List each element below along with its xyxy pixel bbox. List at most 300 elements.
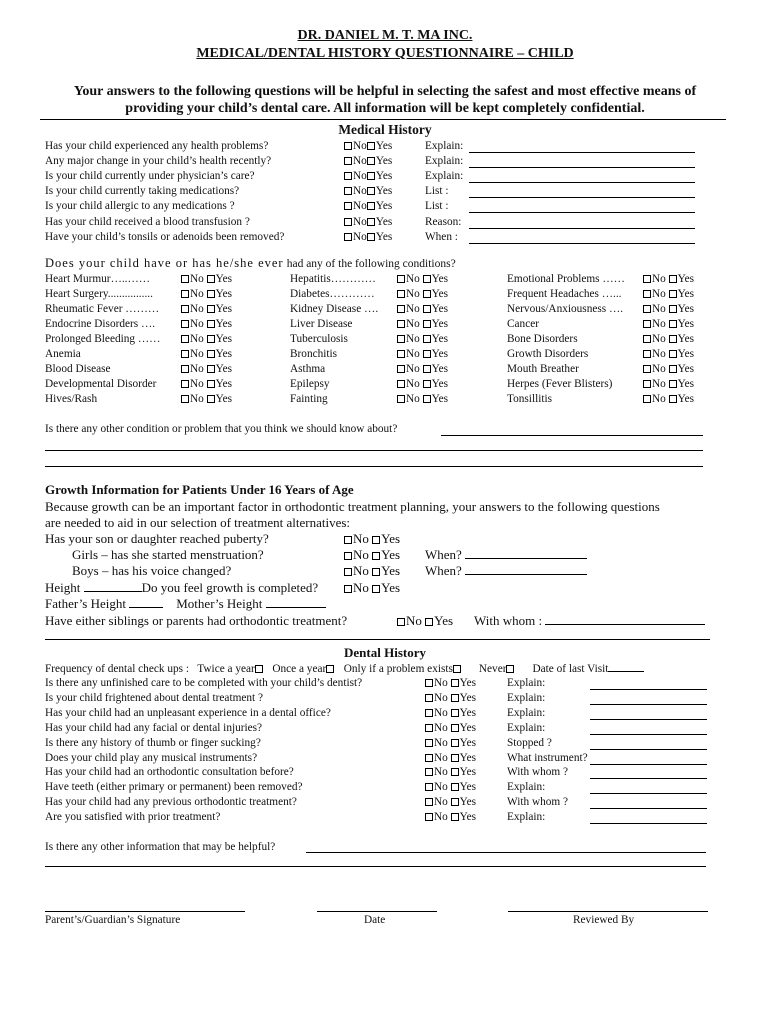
other-condition-line-2[interactable]: [45, 450, 703, 451]
medical-follow-label: Explain:: [425, 140, 464, 152]
growth-no-yes: [344, 563, 400, 579]
condition-no-yes: [181, 303, 232, 315]
growth-yes-checkbox[interactable]: [372, 552, 380, 560]
condition-no-label: No: [406, 318, 420, 330]
growth-yes-label: Yes: [381, 547, 401, 562]
dental-no-checkbox[interactable]: [425, 783, 433, 791]
siblings-extra-line[interactable]: [45, 639, 710, 640]
dental-question: Has your child had an orthodontic consultation before?: [45, 766, 294, 779]
growth-yes-label: Yes: [381, 531, 401, 546]
dental-follow-field[interactable]: [590, 793, 707, 794]
medical-follow-label: List :: [425, 185, 449, 198]
condition-yes-label: Yes: [431, 363, 449, 375]
boys-question: Boys – has his voice changed?: [72, 563, 232, 578]
growth-yes-label: Yes: [381, 563, 401, 578]
condition-no-yes: [181, 288, 232, 300]
dental-yes-checkbox[interactable]: [451, 768, 459, 776]
condition-no-checkbox[interactable]: [643, 305, 651, 313]
condition-yes-checkbox[interactable]: [423, 275, 431, 283]
condition-label: Hepatitis…………: [290, 273, 376, 285]
medical-yes-checkbox[interactable]: [367, 233, 375, 241]
condition-yes-label: Yes: [431, 348, 449, 360]
dental-no-label: No: [434, 691, 448, 704]
growth-no-yes: [344, 580, 400, 596]
condition-no-label: No: [190, 348, 204, 360]
dental-yes-label: Yes: [459, 721, 477, 734]
dental-no-yes: [425, 766, 476, 778]
condition-yes-checkbox[interactable]: [423, 365, 431, 373]
condition-label: Herpes (Fever Blisters): [507, 378, 613, 390]
dental-no-label: No: [434, 766, 448, 779]
condition-label: Asthma: [290, 363, 326, 375]
freq-problem-checkbox[interactable]: [453, 665, 461, 673]
medical-yes-label: Yes: [375, 200, 393, 213]
girls-when-field[interactable]: [465, 548, 587, 559]
condition-label: Fainting: [290, 393, 328, 405]
condition-yes-checkbox[interactable]: [207, 305, 215, 313]
condition-yes-checkbox[interactable]: [423, 335, 431, 343]
dental-yes-checkbox[interactable]: [451, 724, 459, 732]
conditions-prompt: Does your child have or has he/she ever had any of the following conditions?: [45, 256, 456, 270]
condition-yes-checkbox[interactable]: [207, 395, 215, 403]
growth-no-label: No: [353, 531, 369, 546]
condition-yes-checkbox[interactable]: [207, 275, 215, 283]
condition-label: Prolonged Bleeding ……: [45, 333, 161, 345]
condition-no-yes: [643, 393, 694, 405]
dental-follow: [507, 707, 545, 719]
condition-yes-checkbox[interactable]: [669, 335, 677, 343]
other-condition-field[interactable]: [441, 435, 703, 436]
medical-no-checkbox[interactable]: [344, 187, 352, 195]
condition-no-label: No: [406, 273, 420, 285]
medical-yes-checkbox[interactable]: [367, 172, 375, 180]
medical-yes-checkbox[interactable]: [367, 202, 375, 210]
medical-no-label: No: [353, 215, 367, 228]
dental-question: Has your child had an unpleasant experience in a dental office?: [45, 706, 331, 719]
dental-history-heading: Dental History: [344, 645, 426, 660]
growth-no-label: No: [406, 613, 422, 628]
condition-no-checkbox[interactable]: [397, 305, 405, 313]
condition-label: Bronchitis: [290, 348, 338, 360]
condition-no-checkbox[interactable]: [643, 290, 651, 298]
dental-no-label: No: [434, 796, 448, 809]
medical-no-label: No: [353, 200, 367, 213]
condition-no-checkbox[interactable]: [643, 380, 651, 388]
dental-follow-label: Stopped ?: [507, 736, 552, 749]
condition-no-yes: [181, 393, 232, 405]
condition-no-yes: [181, 378, 232, 390]
medical-question: Is your child currently under physician’s care?: [45, 170, 255, 183]
condition-no-checkbox[interactable]: [397, 365, 405, 373]
condition-no-yes: [643, 333, 694, 345]
medical-yes-checkbox[interactable]: [367, 157, 375, 165]
other-condition-line-3[interactable]: [45, 466, 703, 467]
dental-follow-label: With whom ?: [507, 766, 569, 779]
dental-yes-checkbox[interactable]: [451, 679, 459, 687]
dental-yes-checkbox[interactable]: [451, 783, 459, 791]
condition-yes-label: Yes: [215, 288, 233, 300]
growth-intro-2: are needed to aid in our selection of treatment alternatives:: [45, 515, 351, 530]
condition-no-checkbox[interactable]: [643, 275, 651, 283]
condition-label: Diabetes…………: [290, 288, 375, 300]
siblings-with-whom: With whom :: [474, 613, 705, 629]
condition-no-checkbox[interactable]: [397, 335, 405, 343]
growth-yes-label: Yes: [434, 613, 454, 628]
condition-no-yes: [397, 303, 448, 315]
condition-no-label: No: [406, 303, 420, 315]
condition-label: Anemia: [45, 348, 81, 360]
dental-follow-field[interactable]: [590, 764, 707, 765]
condition-no-label: No: [652, 393, 666, 405]
condition-yes-checkbox[interactable]: [207, 290, 215, 298]
condition-no-label: No: [190, 378, 204, 390]
dental-no-checkbox[interactable]: [425, 724, 433, 732]
condition-no-checkbox[interactable]: [181, 380, 189, 388]
dental-follow-field[interactable]: [590, 719, 707, 720]
condition-yes-checkbox[interactable]: [423, 290, 431, 298]
dental-follow: [507, 796, 568, 808]
condition-no-checkbox[interactable]: [181, 305, 189, 313]
dental-no-yes: [425, 752, 476, 764]
condition-yes-label: Yes: [677, 273, 695, 285]
condition-no-checkbox[interactable]: [181, 320, 189, 328]
dental-no-yes: [425, 737, 476, 749]
condition-no-checkbox[interactable]: [643, 395, 651, 403]
condition-yes-label: Yes: [677, 333, 695, 345]
medical-no-label: No: [353, 140, 367, 152]
condition-no-checkbox[interactable]: [181, 335, 189, 343]
condition-yes-checkbox[interactable]: [423, 395, 431, 403]
dental-yes-label: Yes: [459, 706, 477, 719]
medical-no-yes: [344, 155, 392, 167]
date-label: Date: [364, 914, 386, 926]
condition-yes-checkbox[interactable]: [669, 395, 677, 403]
medical-no-checkbox[interactable]: [344, 172, 352, 180]
parent-signature-field[interactable]: [45, 911, 245, 912]
medical-follow-field[interactable]: [469, 243, 695, 244]
dental-follow-field[interactable]: [590, 689, 707, 690]
intro-line-2: providing your child’s dental care. All information will be kept completely confidential.: [125, 101, 645, 116]
medical-follow-field[interactable]: [469, 212, 695, 213]
medical-follow-label: When :: [425, 230, 458, 243]
condition-yes-checkbox[interactable]: [669, 290, 677, 298]
medical-follow-field[interactable]: [469, 197, 695, 198]
dental-follow-field[interactable]: [590, 734, 707, 735]
dental-no-label: No: [434, 677, 448, 689]
dental-no-label: No: [434, 721, 448, 734]
condition-no-yes: [643, 348, 694, 360]
growth-no-checkbox[interactable]: [344, 552, 352, 560]
growth-no-label: No: [353, 547, 369, 562]
condition-yes-checkbox[interactable]: [207, 320, 215, 328]
girls-question: Girls – has she started menstruation?: [72, 547, 264, 562]
mother-height-field[interactable]: [266, 597, 326, 608]
girls-when-label: When?: [425, 547, 587, 563]
condition-yes-label: Yes: [215, 303, 233, 315]
medical-follow-field[interactable]: [469, 182, 695, 183]
dental-no-checkbox[interactable]: [425, 694, 433, 702]
medical-no-label: No: [353, 230, 367, 243]
freq-twice-checkbox[interactable]: [255, 665, 263, 673]
other-info-question: Is there any other information that may be helpful?: [45, 841, 276, 853]
condition-no-checkbox[interactable]: [643, 320, 651, 328]
condition-no-yes: [397, 318, 448, 330]
medical-yes-label: Yes: [375, 230, 393, 243]
condition-no-checkbox[interactable]: [181, 365, 189, 373]
condition-yes-checkbox[interactable]: [423, 350, 431, 358]
dental-no-yes: [425, 677, 476, 689]
condition-no-checkbox[interactable]: [397, 290, 405, 298]
growth-no-yes: [344, 531, 400, 547]
condition-yes-checkbox[interactable]: [207, 350, 215, 358]
medical-no-yes: [344, 185, 392, 197]
condition-yes-label: Yes: [677, 393, 695, 405]
medical-follow-field[interactable]: [469, 152, 695, 153]
medical-no-checkbox[interactable]: [344, 218, 352, 226]
condition-label: Blood Disease: [45, 363, 111, 375]
medical-no-yes: [344, 231, 392, 243]
dental-no-checkbox[interactable]: [425, 768, 433, 776]
dental-follow-field[interactable]: [590, 704, 707, 705]
dental-yes-checkbox[interactable]: [451, 739, 459, 747]
dental-no-label: No: [434, 781, 448, 794]
condition-yes-checkbox[interactable]: [207, 365, 215, 373]
dental-no-yes: [425, 707, 476, 719]
dental-follow: [507, 811, 545, 823]
dental-follow-field[interactable]: [590, 749, 707, 750]
condition-no-yes: [643, 303, 694, 315]
last-visit-field[interactable]: [608, 662, 644, 672]
condition-yes-label: Yes: [677, 288, 695, 300]
condition-yes-label: Yes: [215, 393, 233, 405]
growth-no-checkbox[interactable]: [344, 568, 352, 576]
condition-no-label: No: [190, 333, 204, 345]
dental-follow-field[interactable]: [590, 808, 707, 809]
medical-yes-label: Yes: [375, 185, 393, 198]
medical-follow-label: Explain:: [425, 170, 464, 183]
freq-never-checkbox[interactable]: [506, 665, 514, 673]
dental-no-checkbox[interactable]: [425, 798, 433, 806]
condition-yes-label: Yes: [431, 288, 449, 300]
condition-yes-label: Yes: [215, 333, 233, 345]
other-info-field[interactable]: [306, 852, 706, 853]
dental-yes-checkbox[interactable]: [451, 694, 459, 702]
dental-yes-checkbox[interactable]: [451, 798, 459, 806]
growth-yes-checkbox[interactable]: [425, 618, 433, 626]
condition-no-label: No: [652, 333, 666, 345]
condition-yes-checkbox[interactable]: [423, 320, 431, 328]
medical-follow-field[interactable]: [469, 228, 695, 229]
medical-no-yes: [344, 200, 392, 212]
condition-no-label: No: [652, 348, 666, 360]
growth-no-checkbox[interactable]: [344, 585, 352, 593]
growth-yes-checkbox[interactable]: [372, 585, 380, 593]
condition-no-yes: [643, 378, 694, 390]
condition-yes-checkbox[interactable]: [423, 305, 431, 313]
condition-yes-checkbox[interactable]: [669, 350, 677, 358]
dental-no-yes: [425, 781, 476, 793]
medical-no-checkbox[interactable]: [344, 142, 352, 150]
condition-yes-label: Yes: [677, 318, 695, 330]
dental-follow-label: Explain:: [507, 721, 546, 734]
growth-intro-1: Because growth can be an important factor in orthodontic treatment planning, your answers to the following questions: [45, 499, 660, 514]
condition-yes-label: Yes: [431, 273, 449, 285]
dental-yes-label: Yes: [459, 736, 477, 749]
dental-no-label: No: [434, 751, 448, 764]
condition-label: Nervous/Anxiousness ….: [507, 303, 624, 315]
boys-when-field[interactable]: [465, 564, 587, 575]
condition-yes-checkbox[interactable]: [207, 380, 215, 388]
checkup-frequency-row: Frequency of dental check ups : Twice a year Once a year Only if a problem exists Never Date of last Visit: [45, 662, 644, 675]
medical-question: Have your child’s tonsils or adenoids been removed?: [45, 230, 285, 243]
condition-label: Heart Surgery................: [45, 288, 153, 300]
condition-label: Kidney Disease ….: [290, 303, 379, 315]
dental-question: Are you satisfied with prior treatment?: [45, 811, 221, 824]
medical-question: Any major change in your child’s health recently?: [45, 155, 272, 168]
dental-yes-checkbox[interactable]: [451, 754, 459, 762]
dental-follow: [507, 752, 588, 764]
growth-yes-checkbox[interactable]: [372, 568, 380, 576]
condition-no-checkbox[interactable]: [181, 290, 189, 298]
condition-yes-checkbox[interactable]: [207, 335, 215, 343]
growth-yes-checkbox[interactable]: [372, 536, 380, 544]
medical-yes-label: Yes: [375, 155, 393, 168]
condition-yes-label: Yes: [431, 333, 449, 345]
siblings-question: Have either siblings or parents had orthodontic treatment?: [45, 613, 348, 628]
condition-label: Liver Disease: [290, 318, 353, 330]
condition-yes-label: Yes: [215, 378, 233, 390]
dental-follow-field[interactable]: [590, 778, 707, 779]
growth-no-checkbox[interactable]: [397, 618, 405, 626]
height-field[interactable]: [84, 581, 142, 592]
condition-no-label: No: [652, 378, 666, 390]
condition-no-checkbox[interactable]: [397, 320, 405, 328]
siblings-with-whom-field[interactable]: [545, 614, 705, 625]
condition-yes-checkbox[interactable]: [669, 305, 677, 313]
parent-signature-label: Parent’s/Guardian’s Signature: [45, 914, 181, 926]
condition-yes-checkbox[interactable]: [669, 380, 677, 388]
dental-yes-label: Yes: [459, 781, 477, 794]
condition-no-yes: [397, 333, 448, 345]
condition-no-label: No: [406, 363, 420, 375]
reviewed-by-field[interactable]: [508, 911, 708, 912]
medical-follow-field[interactable]: [469, 167, 695, 168]
medical-question: Is your child currently taking medications?: [45, 185, 240, 198]
growth-no-checkbox[interactable]: [344, 536, 352, 544]
condition-label: Bone Disorders: [507, 333, 578, 345]
medical-question: Is your child allergic to any medications ?: [45, 200, 235, 213]
dental-yes-label: Yes: [459, 811, 477, 824]
medical-yes-checkbox[interactable]: [367, 187, 375, 195]
freq-once-checkbox[interactable]: [326, 665, 334, 673]
dental-no-checkbox[interactable]: [425, 679, 433, 687]
dental-yes-label: Yes: [459, 751, 477, 764]
dental-question: Does your child play any musical instruments?: [45, 751, 258, 764]
condition-no-checkbox[interactable]: [181, 275, 189, 283]
medical-question: Has your child experienced any health problems?: [45, 140, 269, 152]
condition-label: Developmental Disorder: [45, 378, 157, 390]
condition-no-yes: [181, 273, 232, 285]
puberty-question: Has your son or daughter reached puberty?: [45, 531, 269, 546]
dental-no-checkbox[interactable]: [425, 739, 433, 747]
condition-yes-checkbox[interactable]: [669, 320, 677, 328]
date-field[interactable]: [317, 911, 437, 912]
condition-label: Endocrine Disorders ….: [45, 318, 156, 330]
header-rule: [40, 119, 726, 120]
form-subtitle: MEDICAL/DENTAL HISTORY QUESTIONNAIRE – CHILD: [196, 46, 574, 61]
condition-label: Epilepsy: [290, 378, 330, 390]
dental-follow-label: Explain:: [507, 677, 546, 689]
dental-question: Is your child frightened about dental treatment ?: [45, 691, 264, 704]
condition-no-checkbox[interactable]: [181, 395, 189, 403]
dental-no-label: No: [434, 706, 448, 719]
condition-no-yes: [643, 288, 694, 300]
condition-yes-label: Yes: [431, 393, 449, 405]
dental-yes-checkbox[interactable]: [451, 813, 459, 821]
dental-follow-field[interactable]: [590, 823, 707, 824]
dental-no-checkbox[interactable]: [425, 813, 433, 821]
medical-no-checkbox[interactable]: [344, 233, 352, 241]
medical-yes-checkbox[interactable]: [367, 218, 375, 226]
dental-no-checkbox[interactable]: [425, 709, 433, 717]
intro-line-1: Your answers to the following questions will be helpful in selecting the safest and most effective means of: [73, 84, 697, 99]
dental-yes-checkbox[interactable]: [451, 709, 459, 717]
condition-no-yes: [643, 273, 694, 285]
condition-no-yes: [397, 378, 448, 390]
other-info-line-2[interactable]: [45, 866, 706, 867]
condition-yes-checkbox[interactable]: [669, 365, 677, 373]
condition-no-checkbox[interactable]: [643, 350, 651, 358]
dental-follow: [507, 737, 552, 749]
dental-follow: [507, 766, 568, 778]
condition-no-label: No: [190, 288, 204, 300]
condition-no-yes: [181, 333, 232, 345]
medical-no-checkbox[interactable]: [344, 157, 352, 165]
dental-question: Has your child had any facial or dental injuries?: [45, 721, 263, 734]
reviewed-by-label: Reviewed By: [573, 914, 635, 926]
condition-no-yes: [643, 363, 694, 375]
father-height-field[interactable]: [129, 597, 163, 608]
condition-no-checkbox[interactable]: [643, 365, 651, 373]
boys-when-label: When?: [425, 563, 587, 579]
dental-no-yes: [425, 722, 476, 734]
condition-no-label: No: [406, 348, 420, 360]
condition-yes-label: Yes: [677, 303, 695, 315]
growth-no-label: No: [353, 580, 369, 595]
condition-no-checkbox[interactable]: [397, 350, 405, 358]
condition-no-checkbox[interactable]: [181, 350, 189, 358]
condition-label: Tonsillitis: [507, 393, 553, 405]
condition-no-yes: [397, 363, 448, 375]
condition-no-label: No: [406, 393, 420, 405]
medical-yes-label: Yes: [375, 140, 393, 152]
condition-no-checkbox[interactable]: [643, 335, 651, 343]
dental-yes-label: Yes: [459, 677, 477, 689]
condition-no-label: No: [190, 363, 204, 375]
condition-no-checkbox[interactable]: [397, 395, 405, 403]
dental-follow-label: Explain:: [507, 706, 546, 719]
condition-label: Hives/Rash: [45, 393, 98, 405]
condition-yes-label: Yes: [431, 318, 449, 330]
condition-no-checkbox[interactable]: [397, 380, 405, 388]
condition-yes-checkbox[interactable]: [669, 275, 677, 283]
dental-no-checkbox[interactable]: [425, 754, 433, 762]
medical-yes-checkbox[interactable]: [367, 142, 375, 150]
condition-no-checkbox[interactable]: [397, 275, 405, 283]
dental-no-yes: [425, 692, 476, 704]
medical-no-checkbox[interactable]: [344, 202, 352, 210]
condition-yes-checkbox[interactable]: [423, 380, 431, 388]
